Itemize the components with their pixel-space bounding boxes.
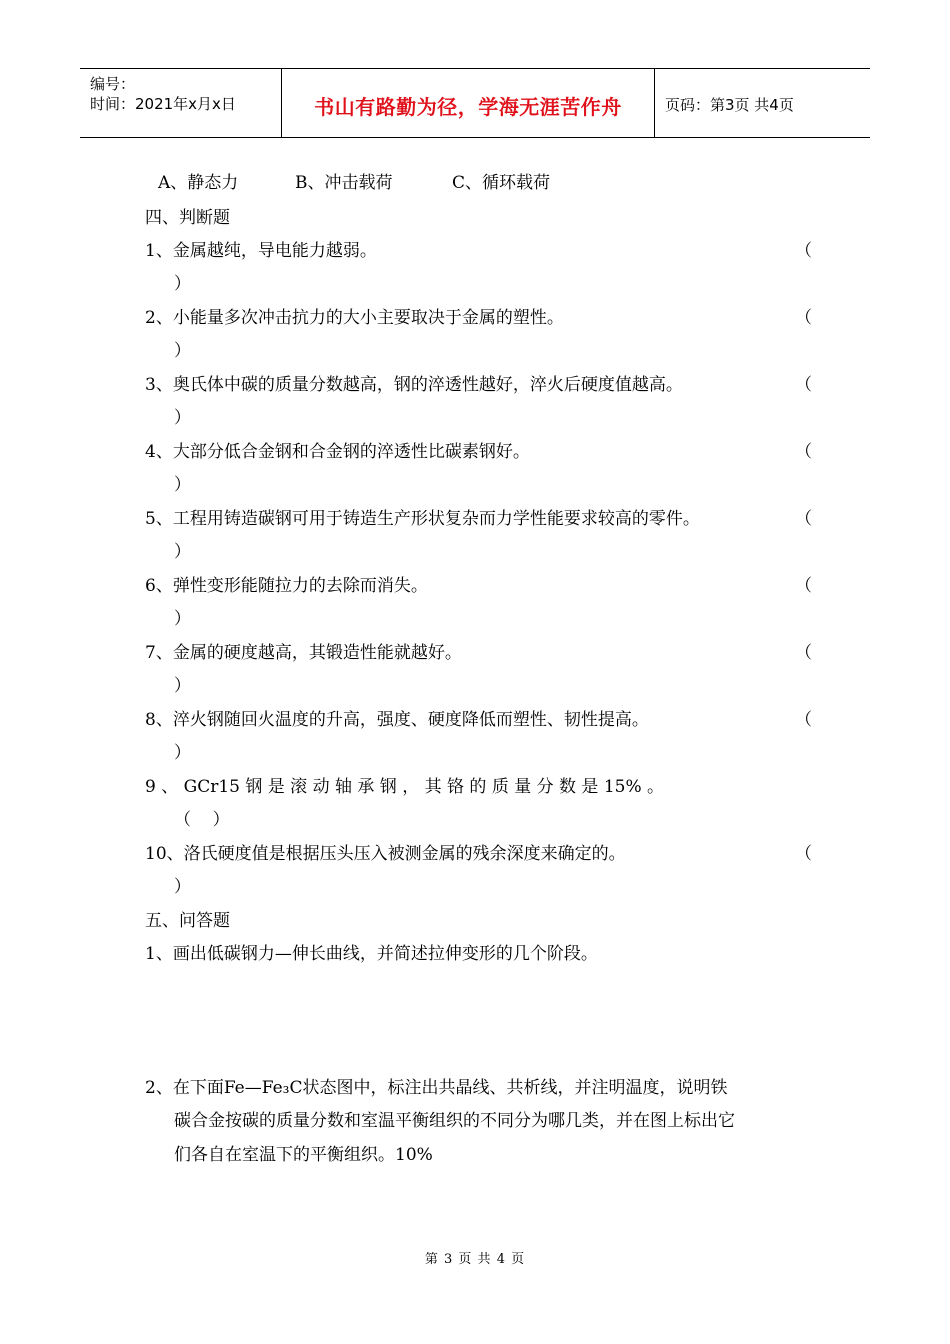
judgement-item: 1、金属越纯，导电能力越弱。 [145,241,377,261]
answer-paren-open: （ [795,710,812,730]
judgement-item: 10、洛氏硬度值是根据压头压入被测金属的残余深度来确定的。 [145,844,626,864]
judgement-item: 6、弹性变形能随拉力的去除而消失。 [145,576,428,596]
number-label: 编号： [90,75,136,93]
judgement-item: 7、金属的硬度越高，其锻造性能就越好。 [145,643,462,663]
answer-paren-close: ） [174,475,191,495]
qa-question-2-line-2: 碳合金按碳的质量分数和室温平衡组织的不同分为哪几类，并在图上标出它 [174,1111,735,1131]
time-label: 时间：2021年x月x日 [90,95,236,113]
qa-question-1: 1、画出低碳钢力—伸长曲线，并简述拉伸变形的几个阶段。 [145,944,598,964]
option-a: A、静态力 [158,173,239,193]
judgement-item: 3、奥氏体中碳的质量分数越高，钢的淬透性越好，淬火后硬度值越高。 [145,375,683,395]
answer-paren-open: （ [795,844,812,864]
judgement-item-text: 9 、 GCr15 钢 是 滚 动 轴 承 钢 ， 其 铬 的 质 量 分 数 是 15% 。 [145,777,665,797]
answer-paren-close: ） [174,542,191,562]
qa-question-2-line-1: 2、在下面Fe—Fe₃C状态图中，标注出共晶线、共析线，并注明温度，说明铁 [145,1078,728,1098]
answer-paren-open: （ [795,576,812,596]
judgement-item: 5、工程用铸造碳钢可用于铸造生产形状复杂而力学性能要求较高的零件。 [145,509,700,529]
answer-paren-pair: （ ） [174,810,230,830]
answer-paren-close: ） [174,341,191,361]
answer-paren-close: ） [174,408,191,428]
answer-paren-open: （ [795,241,812,261]
section-title-qa: 五、问答题 [145,911,230,931]
answer-paren-close: ） [174,877,191,897]
answer-paren-close: ） [174,274,191,294]
answer-paren-open: （ [795,442,812,462]
judgement-item: 4、大部分低合金钢和合金钢的淬透性比碳素钢好。 [145,442,530,462]
option-b: B、冲击载荷 [295,173,393,193]
judgement-item: 8、淬火钢随回火温度的升高，强度、硬度降低而塑性、韧性提高。 [145,710,649,730]
answer-paren-close: ） [174,676,191,696]
motto: 书山有路勤为径，学海无涯苦作舟 [314,95,622,119]
judgement-item: 2、小能量多次冲击抗力的大小主要取决于金属的塑性。 [145,308,564,328]
option-c: C、循环载荷 [452,173,551,193]
qa-question-2-line-3: 们各自在室温下的平衡组织。10% [174,1145,433,1165]
section-title-judgement: 四、判断题 [145,208,230,228]
answer-paren-open: （ [795,375,812,395]
answer-paren-close: ） [174,743,191,763]
answer-paren-open: （ [795,643,812,663]
judgement-item [145,772,805,797]
answer-paren-open: （ [795,308,812,328]
answer-paren-close: ） [174,609,191,629]
answer-paren-open: （ [795,509,812,529]
page-footer: 第 3 页 共 4 页 [424,1252,526,1267]
page-info: 页码：第3页 共4页 [665,96,794,114]
